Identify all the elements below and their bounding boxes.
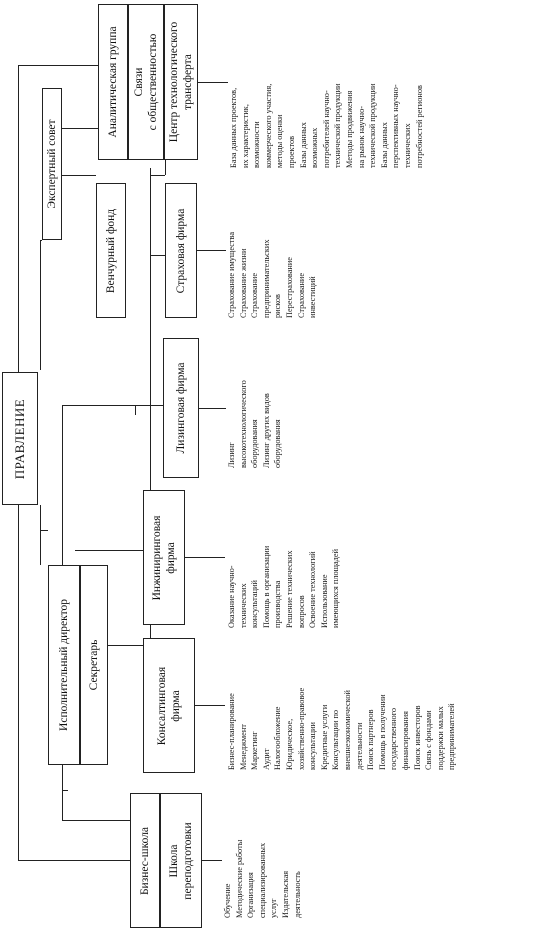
list-item: Помощь в получении [377,694,387,770]
list-item: государственного [389,707,399,770]
list-item: Базы данных [379,122,389,168]
list-item: Лизинг [227,442,236,468]
list-item: Перестрахование [284,257,294,318]
list-item: технических [402,123,412,168]
consulting-firm-box [143,638,195,773]
venture-tail [150,175,165,176]
list-item: Поиск партнеров [366,709,376,770]
list-item: Методы продвижения [344,90,354,168]
list-item: Бизнес-планирование [227,693,236,770]
exec-director-label: Исполнительный директор [58,599,70,731]
list-item: технических [238,583,248,628]
tech-items-list [228,84,425,168]
list-item: Налогообложение [273,706,283,770]
list-item: Организация [246,872,256,918]
analytic-group-box [98,4,128,160]
engineering-firm-box [143,490,185,625]
list-item: Связь с фондами [424,710,434,770]
director-low [62,790,68,791]
expert-council-label: Экспертный совет [46,119,58,209]
insurance-items-list [226,232,319,318]
tech-transfer-box [164,4,198,160]
list-item: Решение технических [284,550,294,628]
leasing-firm-box [163,338,199,478]
list-item: возможных [310,127,320,168]
list-item: Консультации по [331,709,341,770]
venture-fund-label: Венчурный фонд [105,208,117,293]
list-item: перспективных научно- [391,84,401,168]
list-item: Юридическое, [284,718,294,770]
list-item: специализированных [257,842,267,918]
consulting-leader [195,705,225,706]
list-item: предпринимателей [447,703,457,770]
venture-top [61,175,96,176]
director-to-school [62,820,130,821]
list-item: потребностей регионов [414,85,424,168]
list-item: Помощь в организации [261,545,271,628]
list-item: Обучение [223,883,232,918]
expert-council-box [42,88,62,240]
list-item: Страхование имущества [227,231,236,318]
list-item: возможности [252,121,262,168]
list-item: Страхование [250,272,260,318]
board-label: ПРАВЛЕНИЕ [12,398,27,479]
list-item: Использование [319,574,329,628]
analytic-group-label: Аналитическая группа [107,26,119,138]
list-item: деятельность [292,871,302,918]
board-box [2,372,38,505]
list-item: Кредитные услуги [319,704,329,770]
leasing-drop [135,405,136,415]
list-item: инвестиций [308,276,318,318]
list-item: консультаций [250,580,260,628]
list-item: консультации [308,722,318,770]
list-item: технической продукции [333,83,343,168]
list-item: вопросов [296,595,306,628]
leasing-firm-label: Лизинговая фирма [175,362,187,454]
list-item: Страхование жизни [238,248,248,318]
list-item: деятельности [354,722,364,770]
list-item: рисков [273,294,283,318]
consulting-items-list [226,688,458,770]
exec-director-box [48,565,80,765]
list-item: оборудования [273,419,283,468]
list-item: технической продукции [368,83,378,168]
list-item: оборудования [250,419,260,468]
insurance-leader [197,250,226,251]
list-item: Методические работы [234,839,244,918]
tech-transfer-label: Центр технологического трансферта [168,21,194,143]
expert-link [61,128,98,129]
business-school-box [130,793,160,928]
tech-leader [198,82,228,83]
list-item: потребителей научно- [321,90,331,168]
retraining-school-label: Школа переподготовки [168,821,194,900]
engineering-firm-label: Инжиниринговая фирма [151,515,177,600]
list-item: производства [273,580,283,628]
secretary-label: Секретарь [88,639,100,691]
bus-to-leasing [135,405,163,406]
board-to-expert [40,240,41,370]
secretary-box [80,565,108,765]
school-leader [202,860,222,861]
list-item: Менеджмент [238,724,248,770]
list-item: Поиск инвесторов [412,705,422,770]
list-item: финансирования [400,711,410,770]
list-item: методы оценки [275,114,285,168]
engineering-leader [185,557,225,558]
list-item: на рынок научно- [356,106,366,168]
list-item: Аудит [261,748,271,770]
leasing-leader [199,408,226,409]
analytic-down [165,160,166,175]
school-items-list [222,840,303,918]
list-item: поддержки малых [435,706,445,770]
list-item: Издательская [280,870,290,918]
list-item: База данных проектов, [229,87,238,168]
list-item: имеющихся площадей [331,548,341,628]
list-item: Оказание научно- [227,565,236,628]
list-item: Освоение технологий [308,551,318,628]
public-relations-label: Связи с общественностью [133,33,159,131]
list-item: Лизинг других видов [261,393,271,468]
bus-to-consulting [105,645,143,646]
list-item: их характеристик, [240,104,250,168]
list-item: Маркетинг [250,731,260,770]
board-expert-h [40,240,42,241]
venture-fund-box [96,183,126,318]
insurance-firm-label: Страховая фирма [175,208,187,293]
list-item: коммерческого участия, [263,83,273,168]
list-item: хозяйственно-правовое [296,687,306,770]
retraining-school-box [160,793,202,928]
business-school-label: Бизнес-школа [139,826,151,895]
list-item: Базы данных [298,122,308,168]
engineering-items-list [226,546,342,628]
public-relations-box [128,4,164,160]
bus-to-engineering [75,550,143,551]
bus-to-insurance [150,255,165,256]
list-item: внешнеэкономической [342,690,352,770]
list-item: проектов [286,135,296,168]
consulting-firm-label: Консалтинговая фирма [156,666,182,745]
board-to-analytic [18,65,98,66]
board-to-school [18,860,130,861]
mid-to-leasing [62,405,137,406]
board-director-drop [40,505,41,565]
list-item: услуг [269,898,279,918]
leasing-items-list [226,380,284,468]
board-to-director [40,530,48,531]
list-item: Страхование [296,272,306,318]
board-to-spine [18,370,19,371]
list-item: высокотехнологического [238,380,248,468]
insurance-firm-box [165,183,197,318]
list-item: предпринимательских [261,239,271,318]
